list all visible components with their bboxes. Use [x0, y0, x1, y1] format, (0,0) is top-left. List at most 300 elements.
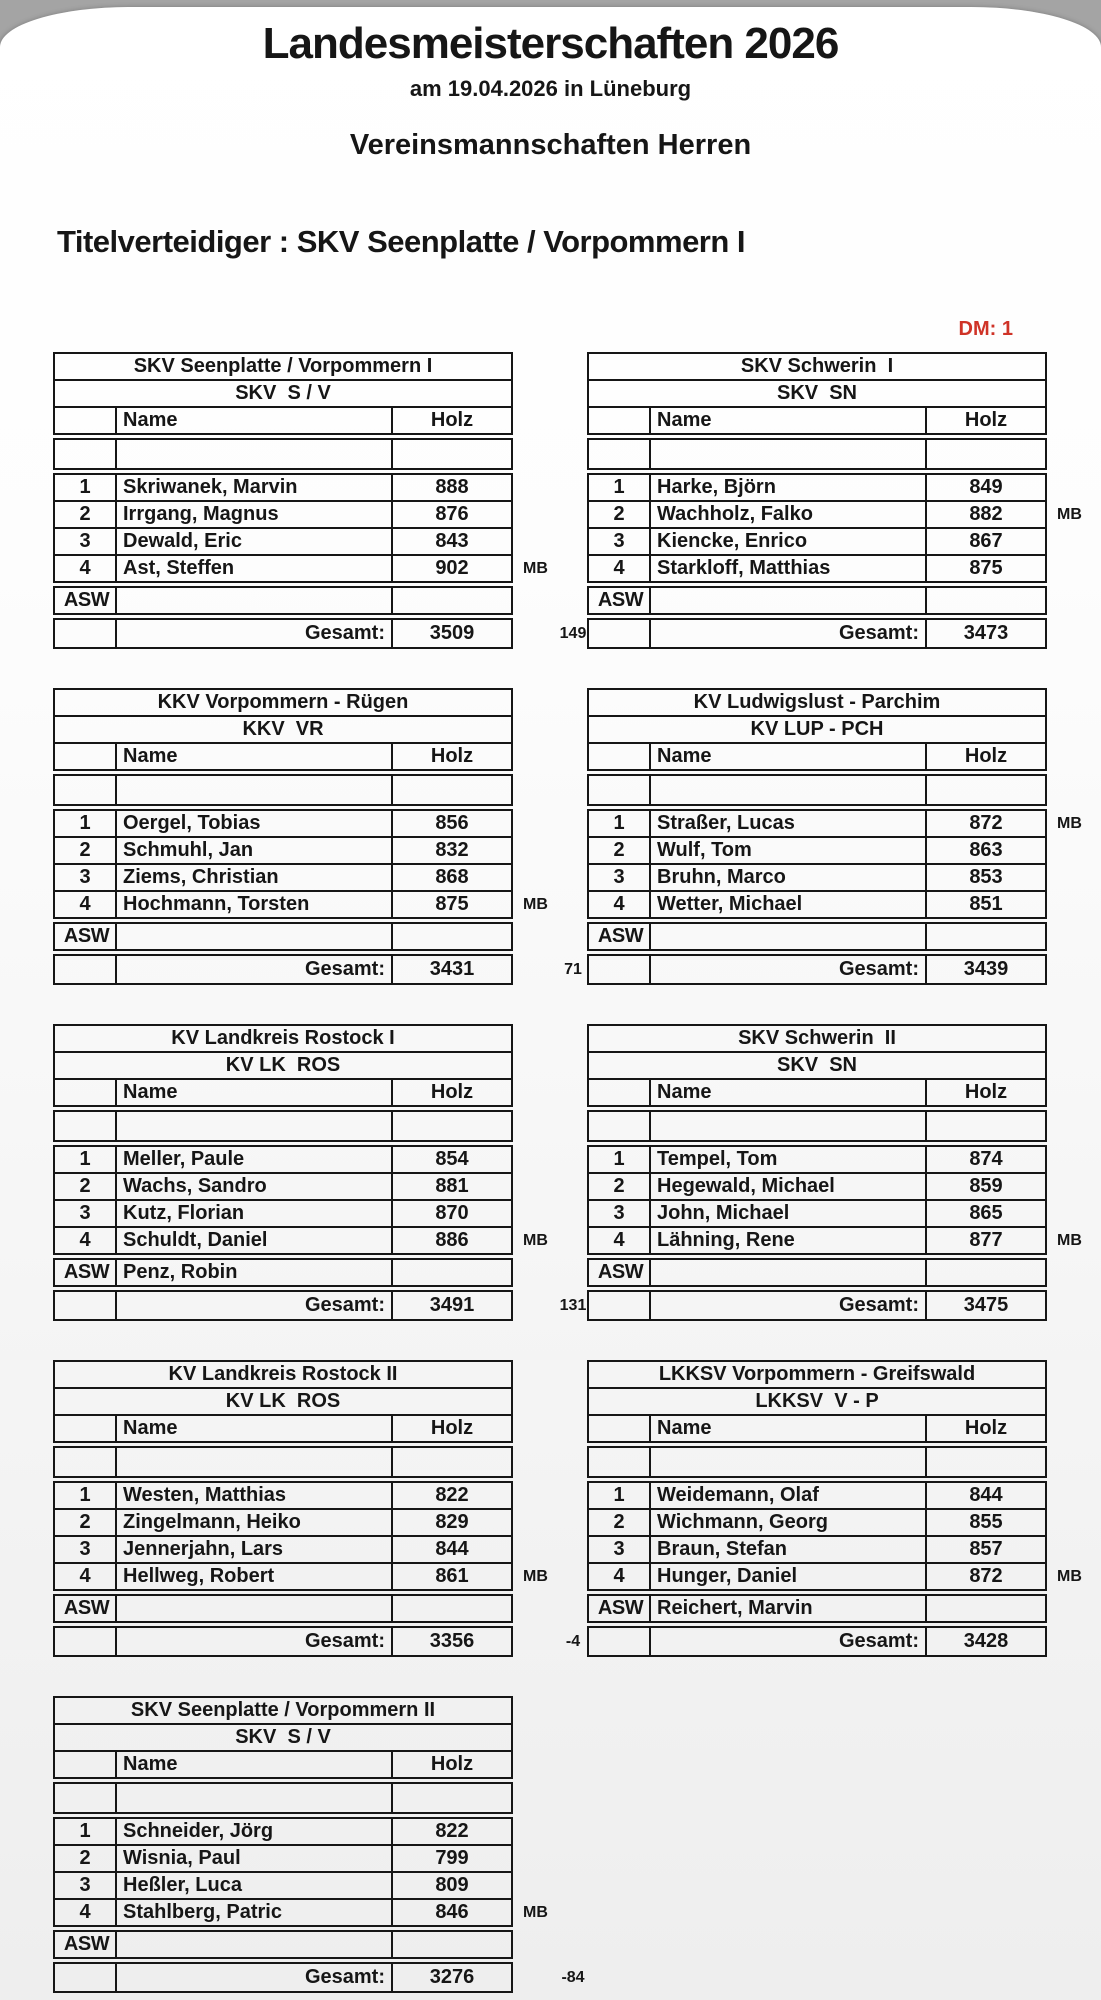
team-name: LKKSV Vorpommern - Greifswald [658, 1363, 976, 1385]
mb-flag: MB [1057, 1231, 1082, 1249]
player-name: Harke, Björn [651, 475, 927, 500]
asw-box [587, 922, 1047, 951]
column-header-row [55, 1414, 511, 1441]
player-holz: 809 [435, 1874, 469, 1896]
player-holz: 855 [969, 1511, 1003, 1533]
rank-column-header [55, 1752, 117, 1777]
asw-player-name [117, 588, 393, 613]
player-holz: 886 [435, 1229, 469, 1251]
spacer-box [587, 438, 1047, 470]
player-name: Wachholz, Falko [651, 502, 927, 527]
player-row [589, 1508, 1045, 1535]
asw-row [55, 1932, 511, 1957]
team-header-box [53, 352, 513, 435]
team-table [53, 352, 587, 649]
holz-column-header: Holz [964, 745, 1008, 767]
player-row [589, 1226, 1082, 1253]
player-row [589, 1199, 1045, 1226]
player-position: 4 [589, 892, 651, 917]
player-name: Meller, Paule [117, 1147, 393, 1172]
asw-label: ASW [589, 1596, 651, 1621]
total-box [53, 618, 587, 649]
player-row [55, 1508, 511, 1535]
titleholder-line: Titelverteidiger : SKV Seenplatte / Vorpommern I [57, 224, 746, 259]
player-name: Stahlberg, Patric [117, 1900, 393, 1925]
asw-label: ASW [589, 924, 651, 949]
player-name: Wulf, Tom [651, 838, 927, 863]
players-box [53, 1817, 548, 1927]
player-name: Oergel, Tobias [117, 811, 393, 836]
rank-column-header [589, 744, 651, 769]
team-abbr: KV LK ROS [225, 1390, 341, 1412]
player-name: Zingelmann, Heiko [117, 1510, 393, 1535]
team-header-box [53, 688, 513, 771]
player-name: Kiencke, Enrico [651, 529, 927, 554]
player-position: 1 [589, 1483, 651, 1508]
player-row [55, 890, 548, 917]
player-name: Kutz, Florian [117, 1201, 393, 1226]
total-diff: 71 [564, 960, 582, 978]
player-position: 3 [589, 1201, 651, 1226]
player-holz: 799 [435, 1847, 469, 1869]
player-name: Wachs, Sandro [117, 1174, 393, 1199]
empty-row [55, 776, 511, 804]
mb-flag: MB [1057, 814, 1082, 832]
empty-row [55, 1784, 511, 1812]
asw-box [587, 586, 1047, 615]
rank-column-header [589, 408, 651, 433]
player-holz: 875 [435, 893, 469, 915]
team-name-row [589, 1026, 1045, 1051]
page-title: Landesmeisterschaften 2026 [262, 19, 839, 68]
player-position: 1 [55, 1819, 117, 1844]
empty-row [55, 1112, 511, 1140]
players-box [53, 809, 548, 919]
player-position: 4 [589, 1228, 651, 1253]
total-box [587, 1626, 1047, 1657]
player-name: Heßler, Luca [117, 1873, 393, 1898]
player-holz: 844 [969, 1484, 1003, 1506]
mb-flag: MB [523, 559, 548, 577]
asw-label: ASW [55, 588, 117, 613]
total-label: Gesamt: [651, 1628, 927, 1655]
player-name: Hegewald, Michael [651, 1174, 927, 1199]
team-abbr-row [55, 715, 511, 742]
player-position: 3 [589, 1537, 651, 1562]
name-column-header: Name [651, 408, 927, 433]
total-label: Gesamt: [117, 956, 393, 983]
name-column-header: Name [117, 1416, 393, 1441]
player-row [55, 554, 548, 581]
rank-column-header [55, 744, 117, 769]
player-holz: 832 [435, 839, 469, 861]
player-holz: 888 [435, 476, 469, 498]
player-name: Westen, Matthias [117, 1483, 393, 1508]
total-box [587, 618, 1047, 649]
team-abbr-row [55, 1387, 511, 1414]
player-position: 3 [55, 865, 117, 890]
team-header-box [587, 1360, 1047, 1443]
player-name: Hellweg, Robert [117, 1564, 393, 1589]
player-holz: 829 [435, 1511, 469, 1533]
player-name: Hochmann, Torsten [117, 892, 393, 917]
player-position: 2 [589, 838, 651, 863]
mb-flag: MB [1057, 1567, 1082, 1585]
player-name: Bruhn, Marco [651, 865, 927, 890]
empty-row [589, 440, 1045, 468]
player-row [589, 1562, 1082, 1589]
player-row [55, 475, 511, 500]
players-box [53, 1481, 548, 1591]
team-header-box [53, 1024, 513, 1107]
player-position: 3 [55, 1873, 117, 1898]
player-name: Irrgang, Magnus [117, 502, 393, 527]
team-header-box [587, 1024, 1047, 1107]
player-position: 4 [589, 556, 651, 581]
player-holz: 875 [969, 557, 1003, 579]
player-row [55, 1844, 511, 1871]
total-diff: -84 [561, 1968, 585, 1986]
team-name-row [55, 1362, 511, 1387]
asw-player-name [651, 588, 927, 613]
player-holz: 876 [435, 503, 469, 525]
player-holz: 846 [435, 1901, 469, 1923]
player-position: 3 [55, 529, 117, 554]
holz-column-header: Holz [964, 1081, 1008, 1103]
empty-row [589, 1448, 1045, 1476]
asw-row [55, 588, 511, 613]
asw-holz [927, 588, 1045, 613]
player-position: 2 [55, 838, 117, 863]
team-name-row [589, 690, 1045, 715]
player-holz: 849 [969, 476, 1003, 498]
total-box [587, 954, 1047, 985]
player-name: Wetter, Michael [651, 892, 927, 917]
player-position: 4 [55, 1564, 117, 1589]
player-row [589, 1172, 1045, 1199]
column-header-row [55, 406, 511, 433]
player-row [589, 500, 1082, 527]
column-header-row [589, 742, 1045, 769]
total-box [53, 1962, 585, 1993]
asw-label: ASW [55, 1596, 117, 1621]
team-name: KKV Vorpommern - Rügen [157, 691, 409, 713]
empty-row [589, 1112, 1045, 1140]
asw-label: ASW [55, 1932, 117, 1957]
player-name: Straßer, Lucas [651, 811, 927, 836]
total-box [53, 954, 582, 985]
asw-label: ASW [55, 1260, 117, 1285]
team-header-box [587, 688, 1047, 771]
player-name: Dewald, Eric [117, 529, 393, 554]
team-table [53, 1696, 585, 1993]
player-position: 1 [55, 811, 117, 836]
team-name: KV Ludwigslust - Parchim [693, 691, 941, 713]
holz-column-header: Holz [430, 1417, 474, 1439]
team-abbr: SKV S / V [235, 1726, 331, 1748]
team-header-box [587, 352, 1047, 435]
holz-column-header: Holz [964, 1417, 1008, 1439]
player-row [55, 1199, 511, 1226]
player-position: 2 [55, 1846, 117, 1871]
players-box [53, 473, 548, 583]
asw-row [55, 1260, 511, 1285]
player-row [55, 811, 511, 836]
rank-column-header [55, 1416, 117, 1441]
team-abbr: KV LK ROS [225, 1054, 341, 1076]
player-holz: 854 [435, 1148, 469, 1170]
player-holz: 856 [435, 812, 469, 834]
asw-box [587, 1258, 1047, 1287]
player-row [55, 836, 511, 863]
total-diff: 149 [559, 624, 587, 642]
team-table [53, 688, 582, 985]
player-position: 1 [589, 1147, 651, 1172]
asw-box [53, 1258, 513, 1287]
total-row [55, 1964, 585, 1991]
team-name-row [55, 1026, 511, 1051]
player-position: 4 [55, 1900, 117, 1925]
asw-player-name [651, 924, 927, 949]
asw-player-name: Penz, Robin [117, 1260, 393, 1285]
team-abbr-row [589, 1387, 1045, 1414]
team-table [53, 1360, 581, 1657]
total-row [55, 1628, 581, 1655]
player-row [589, 475, 1045, 500]
player-holz: 868 [435, 866, 469, 888]
player-holz: 872 [969, 1565, 1003, 1587]
player-name: Schuldt, Daniel [117, 1228, 393, 1253]
asw-box [53, 586, 513, 615]
player-row [589, 1483, 1045, 1508]
team-abbr: KV LUP - PCH [750, 718, 884, 740]
players-box [587, 473, 1082, 583]
team-name: SKV Schwerin I [740, 355, 894, 377]
player-row [589, 527, 1045, 554]
player-row [55, 1483, 511, 1508]
asw-row [589, 1596, 1045, 1621]
player-name: Lähning, Rene [651, 1228, 927, 1253]
team-name-row [55, 690, 511, 715]
team-header-box [53, 1360, 513, 1443]
player-holz: 865 [969, 1202, 1003, 1224]
spacer-box [587, 1446, 1047, 1478]
asw-player-name [117, 1932, 393, 1957]
player-holz: 859 [969, 1175, 1003, 1197]
team-abbr: SKV S / V [235, 382, 331, 404]
total-label: Gesamt: [651, 956, 927, 983]
team-table [587, 352, 1082, 649]
total-row [589, 620, 1045, 647]
asw-player-name [651, 1260, 927, 1285]
asw-row [55, 1596, 511, 1621]
column-header-row [55, 1750, 511, 1777]
total-box [53, 1290, 587, 1321]
column-header-row [589, 1078, 1045, 1105]
player-row [55, 1819, 511, 1844]
asw-label: ASW [55, 924, 117, 949]
player-name: Ast, Steffen [117, 556, 393, 581]
player-holz: 863 [969, 839, 1003, 861]
player-row [55, 1898, 548, 1925]
asw-player-name [117, 1596, 393, 1621]
team-table [587, 1024, 1082, 1321]
team-table [587, 688, 1082, 985]
player-row [55, 1226, 548, 1253]
player-name: Wichmann, Georg [651, 1510, 927, 1535]
name-column-header: Name [117, 1080, 393, 1105]
player-row [589, 890, 1045, 917]
holz-column-header: Holz [430, 1753, 474, 1775]
team-abbr-row [55, 1051, 511, 1078]
player-position: 1 [589, 811, 651, 836]
asw-row [589, 588, 1045, 613]
player-name: Schmuhl, Jan [117, 838, 393, 863]
mb-flag: MB [523, 895, 548, 913]
player-holz: 881 [435, 1175, 469, 1197]
mb-flag: MB [523, 1903, 548, 1921]
rank-column-header [55, 1080, 117, 1105]
player-position: 3 [589, 865, 651, 890]
total-row [55, 620, 587, 647]
team-name: SKV Schwerin II [738, 1027, 896, 1049]
player-holz: 877 [969, 1229, 1003, 1251]
player-holz: 843 [435, 530, 469, 552]
team-name-row [589, 1362, 1045, 1387]
team-name-row [55, 354, 511, 379]
rank-column-header [589, 1416, 651, 1441]
holz-column-header: Holz [430, 1081, 474, 1103]
player-name: Ziems, Christian [117, 865, 393, 890]
player-holz: 874 [969, 1148, 1003, 1170]
total-value: 3428 [963, 1630, 1009, 1652]
column-header-row [55, 1078, 511, 1105]
player-row [55, 1562, 548, 1589]
player-row [589, 1535, 1045, 1562]
player-holz: 822 [435, 1484, 469, 1506]
total-label: Gesamt: [117, 1964, 393, 1991]
holz-column-header: Holz [964, 409, 1008, 431]
total-diff: 131 [559, 1296, 587, 1314]
player-name: Wisnia, Paul [117, 1846, 393, 1871]
player-row [55, 1871, 511, 1898]
player-position: 1 [589, 475, 651, 500]
player-holz: 844 [435, 1538, 469, 1560]
empty-row [55, 440, 511, 468]
empty-row [55, 1448, 511, 1476]
player-position: 3 [55, 1201, 117, 1226]
total-box [53, 1626, 581, 1657]
team-abbr-row [55, 1723, 511, 1750]
player-holz: 861 [435, 1565, 469, 1587]
player-row [589, 836, 1045, 863]
player-name: Weidemann, Olaf [651, 1483, 927, 1508]
spacer-box [53, 438, 513, 470]
player-position: 2 [55, 1510, 117, 1535]
player-position: 4 [55, 892, 117, 917]
player-name: Tempel, Tom [651, 1147, 927, 1172]
players-box [587, 809, 1082, 919]
player-name: Skriwanek, Marvin [117, 475, 393, 500]
player-row [589, 863, 1045, 890]
player-name: Braun, Stefan [651, 1537, 927, 1562]
team-table [587, 1360, 1082, 1657]
asw-box [53, 922, 513, 951]
players-box [587, 1145, 1082, 1255]
player-row [55, 863, 511, 890]
total-row [55, 956, 582, 983]
spacer-box [53, 774, 513, 806]
player-row [55, 500, 511, 527]
player-holz: 851 [969, 893, 1003, 915]
holz-column-header: Holz [430, 745, 474, 767]
total-value: 3431 [429, 958, 475, 980]
team-name-row [55, 1698, 511, 1723]
team-abbr-row [589, 715, 1045, 742]
asw-box [53, 1930, 513, 1959]
asw-player-name: Reichert, Marvin [651, 1596, 927, 1621]
player-holz: 853 [969, 866, 1003, 888]
total-label: Gesamt: [651, 1292, 927, 1319]
empty-row [589, 776, 1045, 804]
total-row [55, 1292, 587, 1319]
asw-holz [393, 1596, 511, 1621]
name-column-header: Name [651, 1416, 927, 1441]
player-position: 4 [589, 1564, 651, 1589]
spacer-box [53, 1446, 513, 1478]
player-position: 3 [589, 529, 651, 554]
players-box [53, 1145, 548, 1255]
spacer-box [53, 1110, 513, 1142]
player-holz: 857 [969, 1538, 1003, 1560]
team-abbr: SKV SN [776, 1054, 858, 1076]
player-holz: 867 [969, 530, 1003, 552]
asw-holz [393, 924, 511, 949]
name-column-header: Name [651, 1080, 927, 1105]
mb-flag: MB [523, 1567, 548, 1585]
team-abbr: LKKSV V - P [755, 1390, 879, 1412]
team-abbr: KKV VR [242, 718, 324, 740]
team-abbr: SKV SN [776, 382, 858, 404]
player-holz: 870 [435, 1202, 469, 1224]
total-value: 3475 [963, 1294, 1009, 1316]
spacer-box [587, 1110, 1047, 1142]
team-name-row [589, 354, 1045, 379]
page-subtitle: am 19.04.2026 in Lüneburg [409, 76, 692, 101]
spacer-box [587, 774, 1047, 806]
asw-box [587, 1594, 1047, 1623]
asw-player-name [117, 924, 393, 949]
player-position: 2 [589, 1174, 651, 1199]
player-position: 2 [589, 502, 651, 527]
player-row [55, 1535, 511, 1562]
asw-holz [393, 588, 511, 613]
asw-holz [927, 1596, 1045, 1621]
total-value: 3276 [429, 1966, 475, 1988]
player-row [55, 1147, 511, 1172]
event-title: Vereinsmannschaften Herren [349, 129, 752, 161]
player-name: Schneider, Jörg [117, 1819, 393, 1844]
total-label: Gesamt: [651, 620, 927, 647]
player-name: Hunger, Daniel [651, 1564, 927, 1589]
total-value: 3439 [963, 958, 1009, 980]
player-name: John, Michael [651, 1201, 927, 1226]
dm-badge: DM: 1 [958, 318, 1013, 340]
rank-column-header [55, 408, 117, 433]
team-abbr-row [589, 379, 1045, 406]
asw-row [589, 924, 1045, 949]
team-abbr-row [589, 1051, 1045, 1078]
